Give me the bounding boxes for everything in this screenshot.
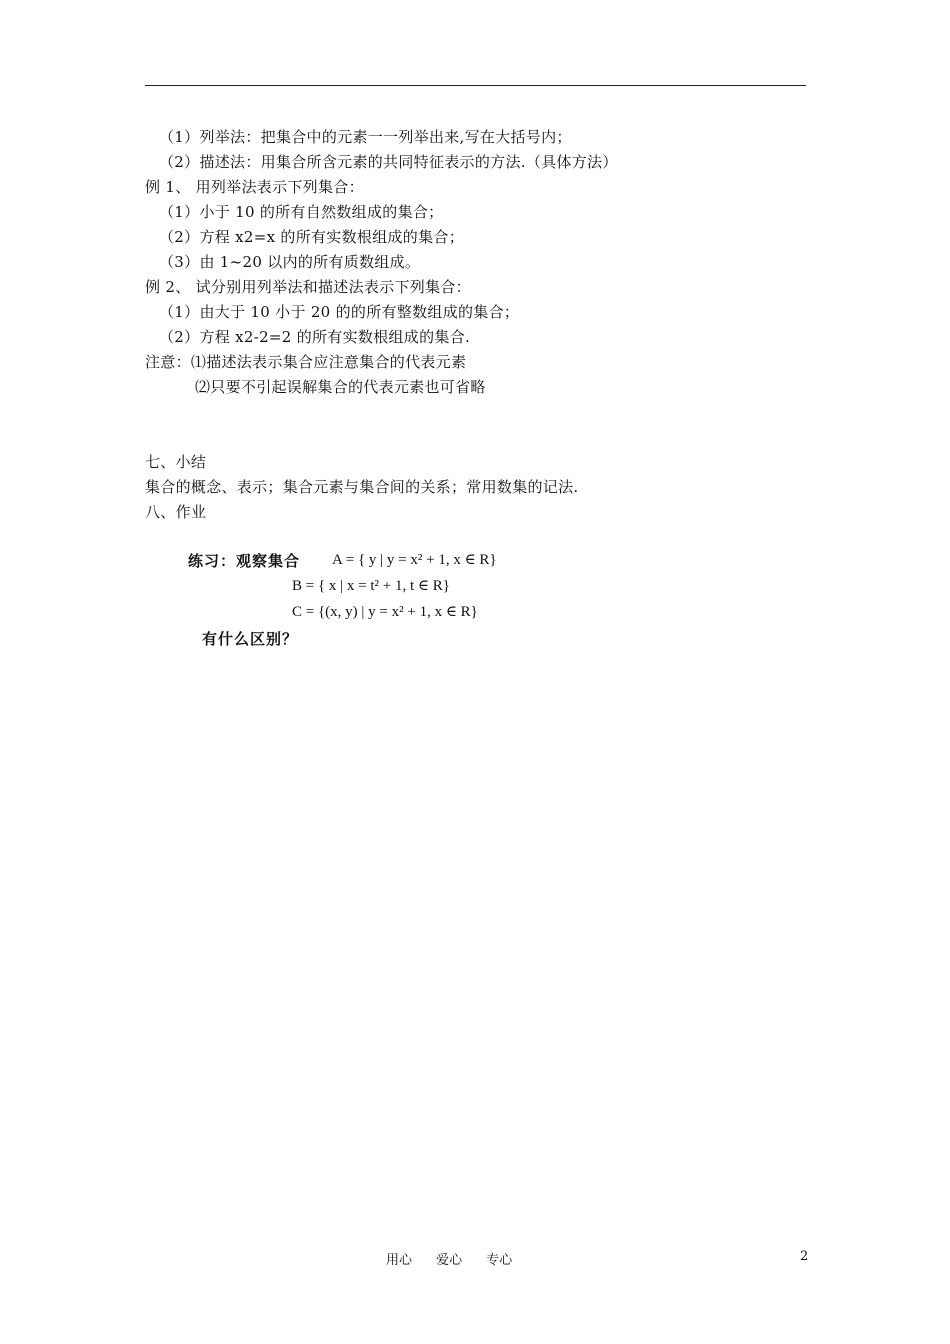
footer-motto: 用心 爱心 专心 bbox=[386, 1253, 513, 1268]
page-number: 2 bbox=[800, 1249, 809, 1264]
section-heading-summary: 七、小结 bbox=[145, 453, 207, 471]
formula-c: C = {(x, y) | y = x² + 1, x ∈ R} bbox=[292, 604, 478, 620]
note-line: 注意：⑴描述法表示集合应注意集合的代表元素 bbox=[145, 353, 467, 371]
text-line: （2）描述法：用集合所含元素的共同特征表示的方法.（具体方法） bbox=[159, 153, 618, 171]
example-heading: 例 1、 用列举法表示下列集合： bbox=[145, 178, 364, 196]
text-line: （1）由大于 10 小于 20 的的所有整数组成的集合； bbox=[159, 303, 520, 321]
text-line: （2）方程 x2=x 的所有实数根组成的集合； bbox=[159, 228, 465, 246]
formula-b: B = { x | x = t² + 1, t ∈ R} bbox=[292, 578, 450, 594]
formula-a: A = { y | y = x² + 1, x ∈ R} bbox=[332, 552, 497, 568]
example-heading: 例 2、 试分别用列举法和描述法表示下列集合： bbox=[145, 278, 471, 296]
text-line: （3）由 1~20 以内的所有质数组成。 bbox=[159, 253, 421, 271]
text-line: （2）方程 x2-2=2 的所有实数根组成的集合. bbox=[159, 328, 471, 346]
section-heading-homework: 八、作业 bbox=[145, 503, 207, 521]
header-rule bbox=[145, 85, 806, 86]
exercise-image bbox=[188, 546, 548, 656]
note-line: ⑵只要不引起误解集合的代表元素也可省略 bbox=[195, 378, 486, 396]
text-line: （1）小于 10 的所有自然数组成的集合； bbox=[159, 203, 444, 221]
summary-text: 集合的概念、表示；集合元素与集合间的关系；常用数集的记法. bbox=[145, 478, 579, 496]
exercise-question: 有什么区别？ bbox=[202, 630, 299, 648]
text-line: （1）列举法：把集合中的元素一一列举出来,写在大括号内； bbox=[159, 128, 572, 146]
exercise-label: 练习：观察集合 bbox=[188, 552, 301, 570]
